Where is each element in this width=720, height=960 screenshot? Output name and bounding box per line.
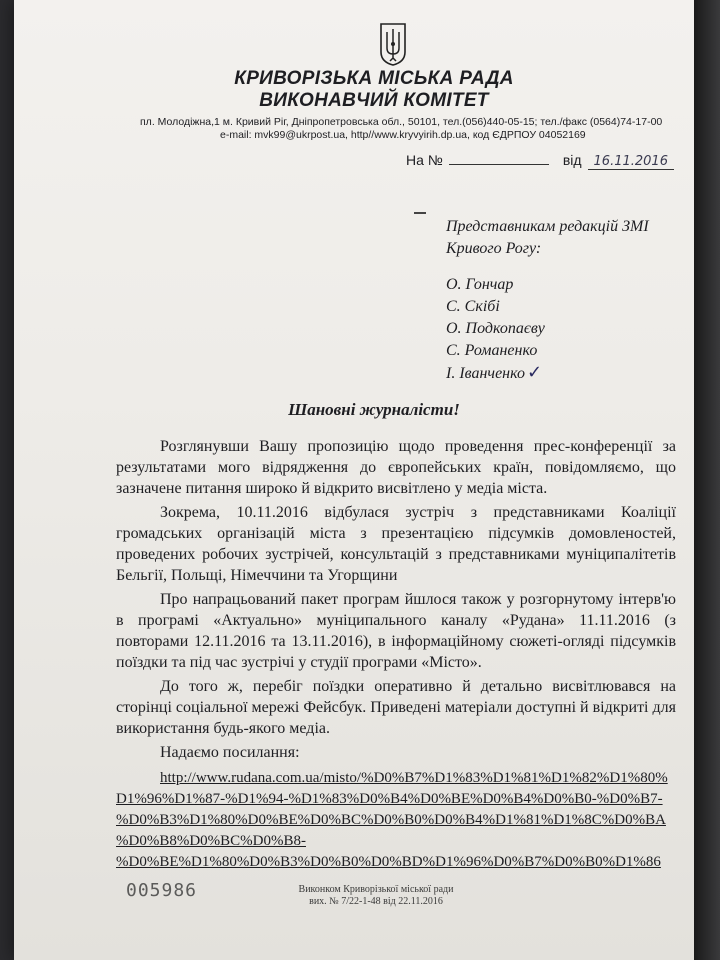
council-name: КРИВОРІЗЬКА МІСЬКА РАДА xyxy=(234,68,514,89)
paragraph: До того ж, перебіг поїздки оперативно й детально висвітлювався на сторінці соціальної мережі Фейсбук. Приведені матеріали доступні й відкриті для використання будь-якого медіа. xyxy=(116,678,676,737)
recipients-block xyxy=(446,216,706,385)
greeting: Шановні журналісти! xyxy=(288,400,460,419)
stamp-line: Виконком Криворізької міської ради xyxy=(298,884,454,895)
stamp-line: вих. № 7/22-1-48 від 22.11.2016 xyxy=(309,896,443,907)
handwritten-date: 16.11.2016 xyxy=(588,154,674,170)
recipient-name-row xyxy=(446,362,706,385)
paragraph: Зокрема, 10.11.2016 відбулася зустріч з представниками Коаліції громадських організацій міста з презентацією підсумків домовленостей, проведених робочих зустрічей, консультацій з представниками муніципалітетів Бельгії, Польщі, Німеччини та Угорщини xyxy=(116,504,676,584)
recipient-name: О. Гончар xyxy=(446,276,514,293)
number-blank xyxy=(449,164,549,165)
link-line[interactable]: %D0%BE%D1%80%D0%B3%D0%B0%D0%BD%D1%96%D0%B7%D0%B0%D1%86 xyxy=(116,854,661,870)
letter-page xyxy=(14,0,704,960)
stamp-number: 005986 xyxy=(126,880,198,901)
reference-line xyxy=(406,152,674,169)
contact-line: e-mail: mvk99@ukrpost.ua, http//www.kryvyirih.dp.ua, код ЄДРПОУ 04052169 xyxy=(220,129,586,141)
trident-icon xyxy=(378,22,408,66)
letter-body xyxy=(116,436,676,766)
letterhead-address xyxy=(140,116,680,142)
committee-name: ВИКОНАВЧИЙ КОМІТЕТ xyxy=(259,90,489,111)
background-edge xyxy=(694,0,720,960)
link-line[interactable]: %D0%B8%D0%BC%D0%B8- xyxy=(116,833,306,849)
link-intro: Надаємо посилання: xyxy=(160,744,300,761)
link-line[interactable]: %D0%B3%D1%80%D0%BE%D0%BC%D0%B0%D0%B4%D1%81%D1%8C%D0%BA xyxy=(116,812,666,828)
paragraph: Про напрацьований пакет програм йшлося також у розгорнутому інтерв'ю в програмі «Актуально» муніципального каналу «Рудана» 11.11.2016 (з повторами 12.11.2016 та 13.11.2016), в інформаційному сюжеті-огляді підсумків поїздки та під час зустрічі у студії програми «Місто». xyxy=(116,591,676,671)
checkmark-icon: ✓ xyxy=(526,362,543,383)
recipient-name: О. Подкопаєву xyxy=(446,320,545,337)
date-label: від xyxy=(562,152,582,168)
link-line[interactable]: D1%96%D1%87-%D1%94-%D1%83%D0%B4%D0%BE%D0%B4%D0%B0-%D0%B7- xyxy=(116,791,663,807)
recipient-name: С. Скібі xyxy=(446,298,500,315)
recipient-list xyxy=(446,274,706,385)
link-line[interactable]: http://www.rudana.com.ua/misto/%D0%B7%D1%83%D1%81%D1%82%D1%80% xyxy=(160,770,668,786)
recipient-name: С. Романенко xyxy=(446,342,538,359)
recipient-name: І. Іванченко xyxy=(446,365,525,382)
address-line: пл. Молодіжна,1 м. Кривий Ріг, Дніпропетровська обл., 50101, тел.(056)440-05-15; тел./факс (0564)74-17-00 xyxy=(140,116,663,128)
outgoing-stamp xyxy=(276,884,476,908)
rudana-link[interactable] xyxy=(116,768,686,873)
recipients-heading: Представникам редакцій ЗМІ Кривого Рогу: xyxy=(446,218,649,257)
number-label: На № xyxy=(406,152,443,168)
address-corner-mark xyxy=(414,212,426,214)
paragraph: Розглянувши Вашу пропозицію щодо проведення прес-конференції за результатами мого відрядження до європейських країн, повідомляємо, що зазначене питання широко й відкрито висвітлено у медіа міста. xyxy=(116,438,676,497)
